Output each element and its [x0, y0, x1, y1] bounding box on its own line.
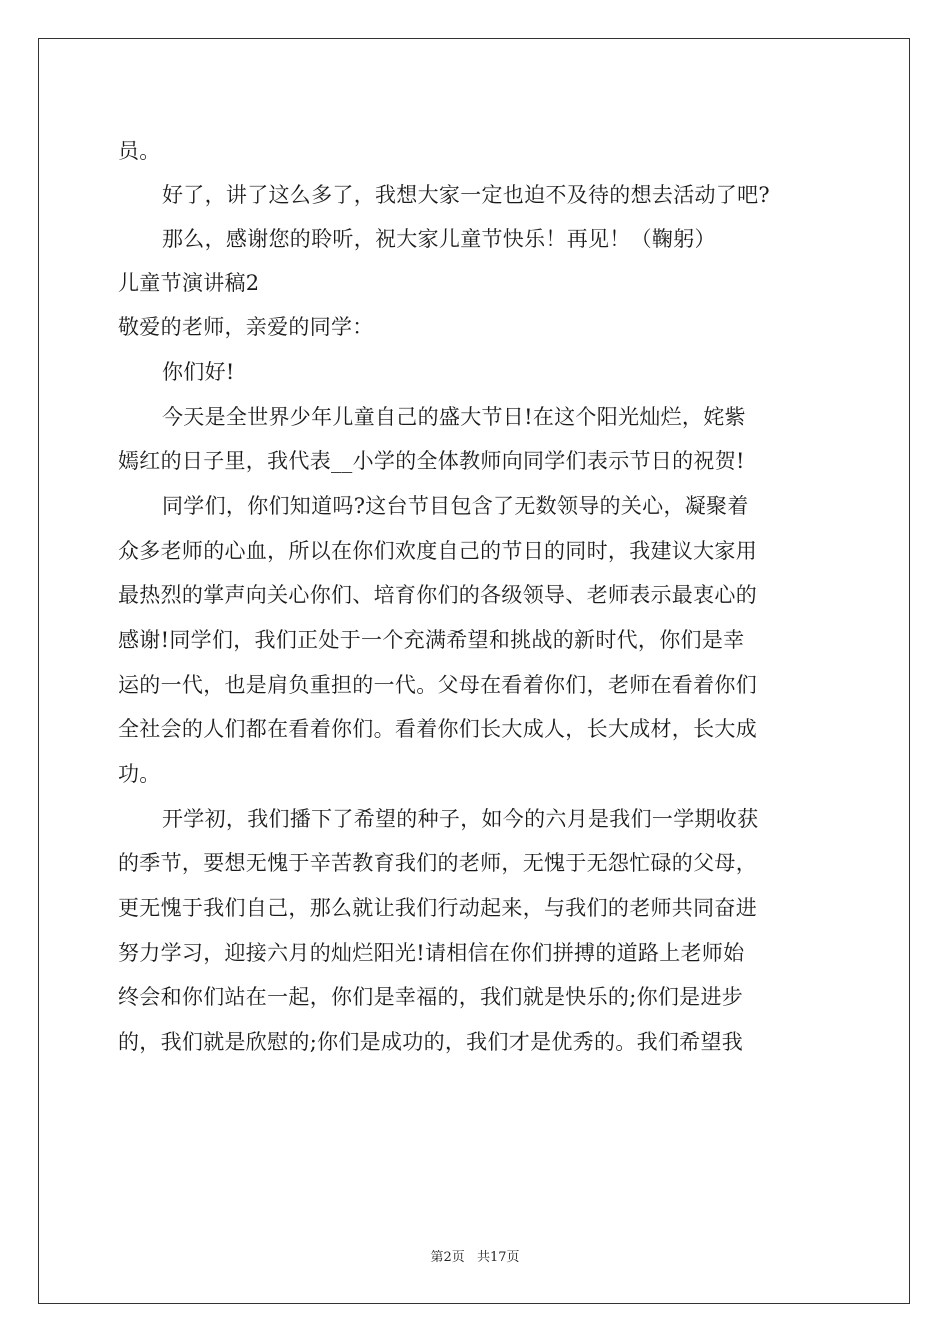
text-line: 终会和你们站在一起，你们是幸福的，我们就是快乐的;你们是进步: [118, 985, 744, 1009]
text-line: 运的一代，也是肩负重担的一代。父母在看着你们，老师在看着你们: [118, 673, 757, 697]
text-line: 最热烈的掌声向关心你们、培育你们的各级领导、老师表示最衷心的: [118, 583, 757, 607]
page-footer: [0, 1246, 950, 1265]
text-line: 全社会的人们都在看着你们。看着你们长大成人，长大成材，长大成: [118, 717, 757, 741]
text-line: 员。: [118, 139, 161, 163]
text-line: 众多老师的心血，所以在你们欢度自己的节日的同时，我建议大家用: [118, 539, 757, 563]
section-heading: 儿童节演讲稿2: [118, 271, 260, 295]
text-line: 功。: [118, 762, 161, 786]
text-line: 今天是全世界少年儿童自己的盛大节日!在这个阳光灿烂，姹紫: [162, 405, 746, 429]
text-line: 更无愧于我们自己，那么就让我们行动起来，与我们的老师共同奋进: [118, 896, 757, 920]
greeting: 你们好!: [162, 360, 235, 384]
page-number: 第2页: [430, 1250, 465, 1265]
text-line: 嫣红的日子里，我代表__小学的全体教师向同学们表示节日的祝贺!: [118, 449, 745, 473]
text-line: 那么，感谢您的聆听，祝大家儿童节快乐！再见！（鞠躬）: [162, 227, 716, 251]
text-line: 的，我们就是欣慰的;你们是成功的，我们才是优秀的。我们希望我: [118, 1030, 744, 1054]
text-line: 感谢!同学们，我们正处于一个充满希望和挑战的新时代，你们是幸: [118, 628, 745, 652]
text-line: 同学们，你们知道吗?这台节目包含了无数领导的关心，凝聚着: [162, 494, 749, 518]
text-line: 开学初，我们播下了希望的种子，如今的六月是我们一学期收获: [162, 807, 759, 831]
text-line: 好了，讲了这么多了，我想大家一定也迫不及待的想去活动了吧?: [162, 183, 770, 207]
salutation: 敬爱的老师，亲爱的同学：: [118, 315, 374, 339]
text-line: 努力学习，迎接六月的灿烂阳光!请相信在你们拼搏的道路上老师始: [118, 941, 745, 965]
text-line: 的季节，要想无愧于辛苦教育我们的老师，无愧于无怨忙碌的父母，: [118, 851, 757, 875]
page-total: 共17页: [476, 1250, 520, 1265]
